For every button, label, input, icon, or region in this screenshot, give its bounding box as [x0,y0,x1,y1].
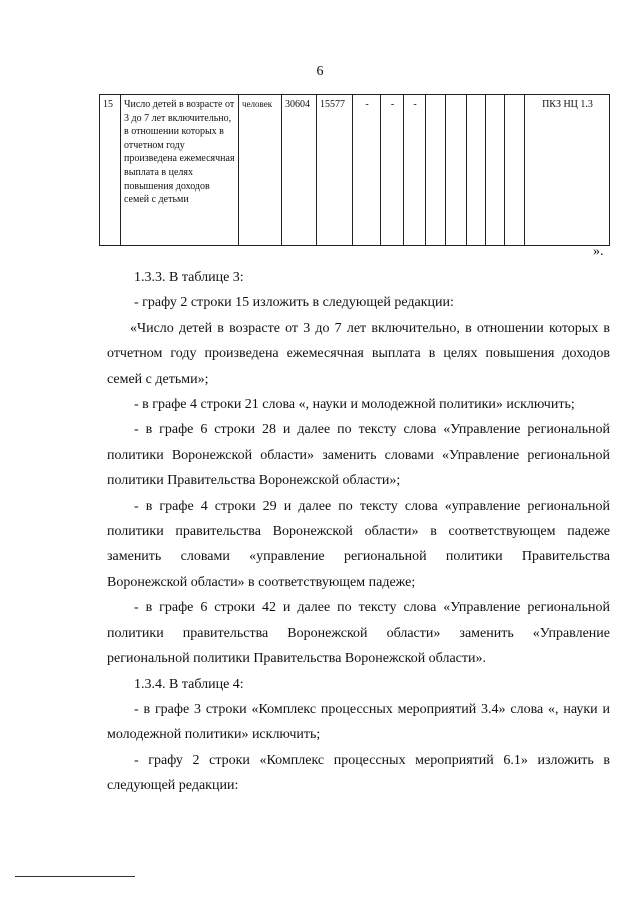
table-row [100,95,610,246]
value-cell-1: 30604 [282,95,317,246]
paragraph: - в графе 4 строки 29 и далее по тексту слова «управление региональной политики правительства Воронежской области» в соответствующем падеже заменить словами «управление региональной политики Правительства Воронежской области» в соответствующем падеже; [107,498,610,590]
footer-rule [15,876,135,877]
dash-cell-3: - [404,95,426,246]
value-cell-2: 15577 [317,95,353,246]
empty-cell-3 [467,95,486,246]
empty-cell-4 [486,95,505,246]
empty-cell-1 [426,95,446,246]
paragraph: - в графе 6 строки 28 и далее по тексту слова «Управление региональной политики Воронежской области» заменить словами «Управление региональной политики Правительства Воронежской области»; [107,422,610,489]
unit-cell: человек [239,95,282,246]
paragraph: - графу 2 строки 15 изложить в следующей редакции: [134,295,454,311]
amendment-text [107,265,610,799]
paragraph: - в графе 6 строки 42 и далее по тексту слова «Управление региональной политики правительства Воронежской области» заменить «Управление региональной политики Правительства Воронежской области». [107,600,610,667]
empty-cell-5 [505,95,525,246]
section-heading-1-3-3: 1.3.3. В таблице 3: [134,270,244,285]
paragraph: - в графе 3 строки «Комплекс процессных мероприятий 3.4» слова «, науки и молодежной политики» исключить; [107,701,610,743]
section-heading-1-3-4: 1.3.4. В таблице 4: [134,676,244,692]
program-code-cell: ПКЗ НЦ 1.3 [525,95,610,246]
table-closing-quote: ». [593,244,604,259]
indicator-name-cell: Число детей в возрасте от 3 до 7 лет включительно, в отношении которых в отчетном году произведена ежемесячная выплата в целях повышения доходов семей с детьми [121,95,239,246]
empty-cell-2 [446,95,467,246]
dash-cell-1: - [353,95,381,246]
row-number-cell: 15 [100,95,121,246]
indicator-table-fragment [99,94,610,246]
paragraph: «Число детей в возрасте от 3 до 7 лет включительно, в отношении которых в отчетном году произведена ежемесячная выплата в целях повышения доходов семей с детьми»; [107,320,610,387]
paragraph: - графу 2 строки «Комплекс процессных мероприятий 6.1» изложить в следующей редакции: [107,752,610,794]
page-number: 6 [316,64,324,79]
paragraph: - в графе 4 строки 21 слова «, науки и молодежной политики» исключить; [134,397,575,413]
dash-cell-2: - [381,95,404,246]
